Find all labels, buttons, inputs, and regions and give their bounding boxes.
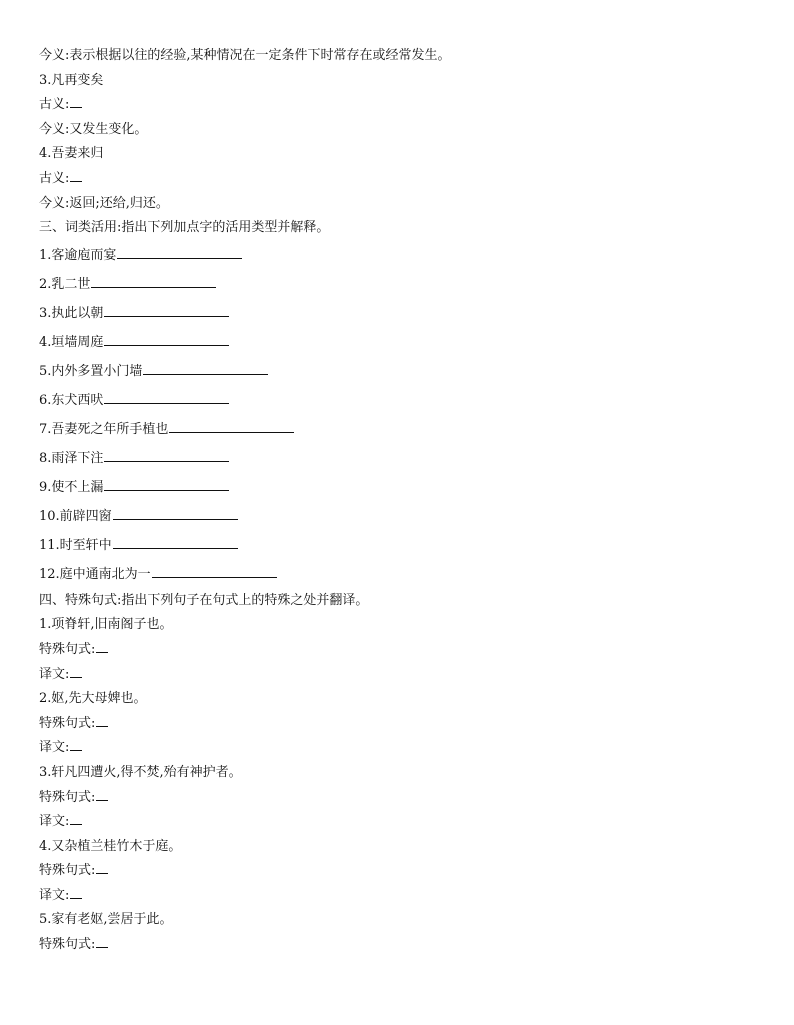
line-text: 2.妪,先大母婢也。 <box>39 691 147 707</box>
text-line <box>39 241 779 270</box>
text-line <box>39 444 779 473</box>
answer-blank[interactable] <box>70 749 82 751</box>
line-text: 四、特殊句式:指出下列句子在句式上的特殊之处并翻译。 <box>39 592 369 608</box>
text-line <box>39 712 779 737</box>
line-text: 8.雨泽下注 <box>39 450 104 466</box>
answer-blank[interactable] <box>96 725 108 727</box>
answer-blank[interactable] <box>104 489 229 491</box>
answer-blank[interactable] <box>113 547 238 549</box>
line-text: 4.垣墙周庭 <box>39 334 104 350</box>
answer-blank[interactable] <box>104 315 229 317</box>
text-line <box>39 473 779 502</box>
line-text: 译文: <box>39 740 70 756</box>
line-text: 4.吾妻来归 <box>39 146 104 162</box>
text-line <box>39 810 779 835</box>
line-text: 译文: <box>39 887 70 903</box>
line-text: 3.凡再变矣 <box>39 72 104 88</box>
text-line <box>39 93 779 118</box>
line-text: 今义:返回;还给,归还。 <box>39 195 169 211</box>
document-body <box>39 44 779 958</box>
line-text: 3.执此以朝 <box>39 305 104 321</box>
text-line <box>39 328 779 357</box>
answer-blank[interactable] <box>70 897 82 899</box>
line-text: 今义:表示根据以往的经验,某种情况在一定条件下时常存在或经常发生。 <box>39 48 451 63</box>
text-line <box>39 884 779 909</box>
line-text: 7.吾妻死之年所手植也 <box>39 421 169 437</box>
text-line <box>39 192 779 217</box>
text-line <box>39 299 779 328</box>
text-line <box>39 761 779 786</box>
answer-blank[interactable] <box>70 676 82 678</box>
line-text: 5.内外多置小门墙 <box>39 363 143 379</box>
line-text: 古义: <box>39 97 70 113</box>
text-line <box>39 415 779 444</box>
line-text: 3.轩凡四遭火,得不焚,殆有神护者。 <box>39 764 242 780</box>
line-text: 12.庭中通南北为一 <box>39 566 151 582</box>
line-text: 9.使不上漏 <box>39 479 104 495</box>
line-text: 特殊句式: <box>39 641 96 657</box>
text-line <box>39 531 779 560</box>
text-line <box>39 357 779 386</box>
answer-blank[interactable] <box>143 373 268 375</box>
line-text: 5.家有老妪,尝居于此。 <box>39 912 173 928</box>
line-text: 1.项脊轩,旧南阁子也。 <box>39 617 173 633</box>
text-line <box>39 167 779 192</box>
text-line <box>39 502 779 531</box>
line-text: 译文: <box>39 814 70 830</box>
answer-blank[interactable] <box>104 344 229 346</box>
text-line <box>39 44 779 69</box>
line-text: 今义:又发生变化。 <box>39 121 148 137</box>
text-line <box>39 118 779 143</box>
line-text: 10.前辟四窗 <box>39 508 112 524</box>
line-text: 三、词类活用:指出下列加点字的活用类型并解释。 <box>39 220 330 236</box>
line-text: 特殊句式: <box>39 937 96 953</box>
text-line <box>39 736 779 761</box>
text-line <box>39 69 779 94</box>
text-line <box>39 638 779 663</box>
answer-blank[interactable] <box>104 460 229 462</box>
text-line <box>39 589 779 614</box>
text-line <box>39 216 779 241</box>
answer-blank[interactable] <box>152 576 277 578</box>
answer-blank[interactable] <box>91 286 216 288</box>
line-text: 6.东犬西吠 <box>39 392 104 408</box>
answer-blank[interactable] <box>169 431 294 433</box>
line-text: 4.又杂植兰桂竹木于庭。 <box>39 838 182 854</box>
text-line <box>39 560 779 589</box>
answer-blank[interactable] <box>96 651 108 653</box>
answer-blank[interactable] <box>96 872 108 874</box>
line-text: 11.时至轩中 <box>39 537 112 553</box>
line-text: 译文: <box>39 666 70 682</box>
text-line <box>39 933 779 958</box>
text-line <box>39 613 779 638</box>
text-line <box>39 859 779 884</box>
text-line <box>39 663 779 688</box>
text-line <box>39 908 779 933</box>
text-line <box>39 687 779 712</box>
line-text: 特殊句式: <box>39 789 96 805</box>
line-text: 2.乳二世 <box>39 276 91 292</box>
line-text: 特殊句式: <box>39 863 96 879</box>
line-text: 古义: <box>39 170 70 186</box>
answer-blank[interactable] <box>117 257 242 259</box>
line-text: 1.客逾庖而宴 <box>39 247 117 263</box>
line-text: 特殊句式: <box>39 715 96 731</box>
text-line <box>39 142 779 167</box>
answer-blank[interactable] <box>104 402 229 404</box>
answer-blank[interactable] <box>70 106 82 108</box>
text-line <box>39 386 779 415</box>
answer-blank[interactable] <box>96 946 108 948</box>
text-line <box>39 270 779 299</box>
answer-blank[interactable] <box>70 823 82 825</box>
answer-blank[interactable] <box>70 180 82 182</box>
answer-blank[interactable] <box>113 518 238 520</box>
text-line <box>39 786 779 811</box>
answer-blank[interactable] <box>96 799 108 801</box>
text-line <box>39 835 779 860</box>
